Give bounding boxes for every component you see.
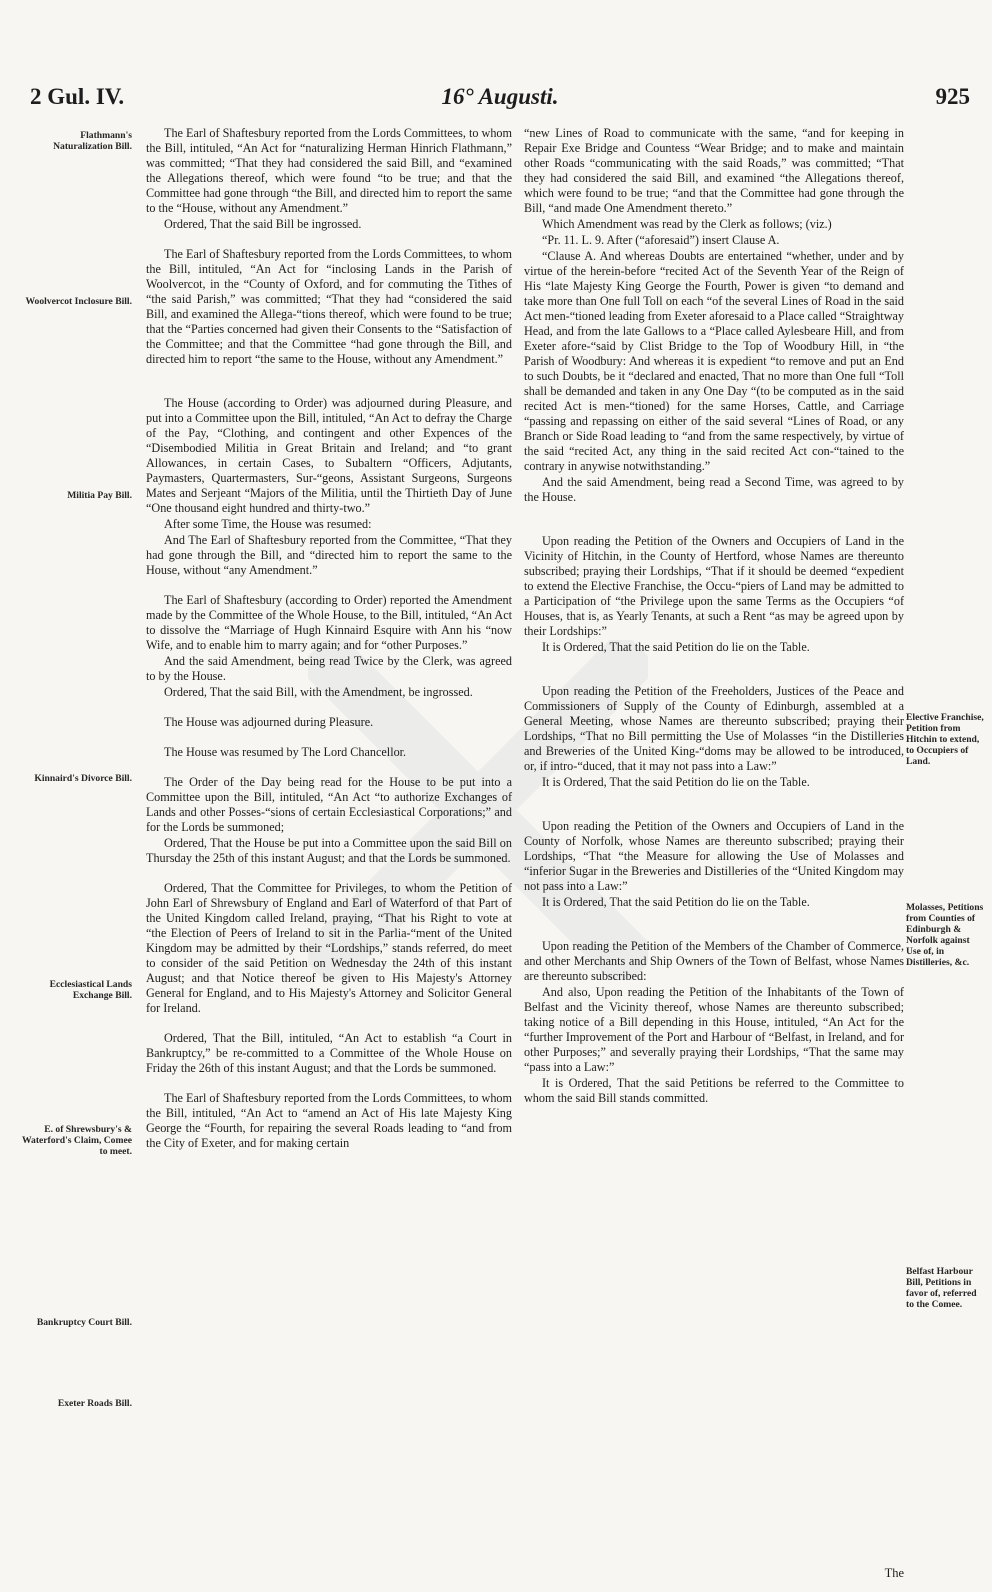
paragraph: The Earl of Shaftesbury (according to Order) reported the Amendment made by the Committee of the Whole House, to the Bill, intituled, “An Act to dissolve the “Marriage of Hugh Kinnaird Esquire with Ann his “now Wife, and to enable him to marry again; and for “other Purposes.” xyxy=(146,593,512,652)
paragraph: Upon reading the Petition of the Freeholders, Justices of the Peace and Commissioners of Supply of the County of Edinburgh, assembled at a General Meeting, whose Names are thereunto subscribed; praying their Lordships, “That no Bill permitting the Use of Molasses “in the Distilleries and Breweries of the United King-“doms may be allowed to be introduced, or, if intro-“duced, that it may not pass into a Law:” xyxy=(524,684,904,773)
margin-note: Kinnaird's Divorce Bill. xyxy=(34,773,132,784)
paragraph: It is Ordered, That the said Petition do lie on the Table. xyxy=(542,775,810,789)
paragraph: After some Time, the House was resumed: xyxy=(164,517,372,531)
paragraph: Ordered, That the said Bill be ingrossed. xyxy=(164,217,362,231)
left-column xyxy=(146,126,512,1152)
margin-note: Bankruptcy Court Bill. xyxy=(36,1317,132,1328)
regnal-year: 2 Gul. IV. xyxy=(30,84,125,109)
margin-note: E. of Shrewsbury's & Waterford's Claim, Comee to meet. xyxy=(21,1124,132,1157)
date-heading: 16° Augusti. xyxy=(441,84,559,109)
paragraph: “Clause A. And whereas Doubts are entertained “whether, under and by virtue of the herein-before “recited Act of the Seventh Year of the Reign of His “late Majesty King George the Fourth, Power is given “to demand and take more than One full Toll on each “of the several Lines of Road in the said Act men-“tioned leading from Exeter aforesaid to a Place called “Straightway Head, and from the late Gallows to a “Place called Aylesbeare Hill, and from Exeter afore-“said by Clist Bridge to the Top of Woodbury Hill, in “the Parish of Woodbury: And whereas it is expedient “to remove and put an End to such Doubts, be it “declared and enacted, That no more than One full “Toll shall be demanded and taken in any One Day “(to be computed as in the said recited Act is men-“tioned) for the same Horses, Cattle, and Carriage “passing and repassing on either of the said several “Lines of Road, or any Branch or Side Road leading to “and from the same respectively, by virtue of the said “recited Act, any thing in the said recited Act con-“tained to the contrary in anywise notwithstanding.” xyxy=(524,249,904,473)
paragraph: The Earl of Shaftesbury reported from the Lords Committees, to whom the Bill, intituled, “An Act for “naturalizing Herman Hinrich Flathmann,” was committed; “That they had considered the said Bill, and “examined the Allegations thereof, which were found “to be true; and that the Committee had gone through “the Bill, and directed him to report the same to the “House, without any Amendment.” xyxy=(146,126,512,215)
paragraph: Ordered, That the Committee for Privileges, to whom the Petition of John Earl of Shrewsbury of England and Earl of Waterford of that Part of the United Kingdom called Ireland, praying, “That his Right to vote at “the Election of Peers of Ireland to sit in the Parlia-“ment of the United Kingdom may be admitted by their “Lordships,” stands referred, do meet to consider of the said Petition on Wednesday the 24th of this instant August; and that Notice thereof be given to His Majesty's Attorney General for England, and to His Majesty's Attorney and Solicitor General for Ireland. xyxy=(146,881,512,1015)
paragraph: And the said Amendment, being read a Second Time, was agreed to by the House. xyxy=(524,475,904,504)
margin-note: Militia Pay Bill. xyxy=(67,490,132,501)
paragraph: Ordered, That the House be put into a Committee upon the said Bill on Thursday the 25th of this instant August; and that the Lords be summoned. xyxy=(146,836,512,865)
margin-note: Woolvercot Inclosure Bill. xyxy=(25,296,132,307)
paragraph: The Earl of Shaftesbury reported from the Lords Committees, to whom the Bill, intituled, “An Act for “inclosing Lands in the Parish of Woolvercot, in the “County of Oxford, and for commuting the Tithes of “the said Parish,” was committed; “That they had “considered the said Bill, and examined the Allega-“tions thereof, which were found to be true; that the “Parties concerned had given their Consents to the “Satisfaction of the Committee; and that the Committee “had gone through the Bill, and directed him to report “the same to the House, without any Amendment.” xyxy=(146,247,512,366)
paragraph: And the said Amendment, being read Twice by the Clerk, was agreed to by the House. xyxy=(146,654,512,683)
paragraph: The House (according to Order) was adjourned during Pleasure, and put into a Committee upon the Bill, intituled, “An Act to defray the Charge of the Pay, “Clothing, and contingent and other Expences of the “Disembodied Militia in Great Britain and Ireland; and “to grant Allowances, in certain Cases, to Subaltern “Officers, Adjutants, Paymasters, Quartermasters, Sur-“geons, Assistant Surgeons, Surgeons Mates and Serjeant “Majors of the Militia, until the Thirtieth Day of June “One thousand eight hundred and thirty-two.” xyxy=(146,396,512,515)
margin-note: Flathmann's Naturalization Bill. xyxy=(53,130,132,152)
paragraph: The Order of the Day being read for the House to be put into a Committee upon the Bill, intituled, “An Act “to authorize Exchanges of Lands and other Posses-“sions of certain Ecclesiastical Corporations;” and for the Lords be summoned; xyxy=(146,775,512,834)
paragraph: “new Lines of Road to communicate with the same, “and for keeping in Repair Exe Bridge and Countess “Wear Bridge; and to make and maintain other Roads “communicating with the said Roads,” was committed; “That they had considered the said Bill, and examined “the Allegations thereof, which were found to be true; “and that the Committee had gone through the Bill, “and made One Amendment thereto.” xyxy=(524,126,904,215)
paragraph: It is Ordered, That the said Petition do lie on the Table. xyxy=(542,640,810,654)
paragraph: “Pr. 11. L. 9. After (“aforesaid”) insert Clause A. xyxy=(542,233,780,247)
paragraph: It is Ordered, That the said Petition do lie on the Table. xyxy=(542,895,810,909)
margin-note: Elective Franchise, Petition from Hitchin to extend, to Occupiers of Land. xyxy=(906,712,984,767)
right-column xyxy=(524,126,904,1107)
paragraph: And The Earl of Shaftesbury reported from the Committee, “That they had gone through the Bill, and “directed him to report the same to the House, without “any Amendment.” xyxy=(146,533,512,577)
paragraph: Upon reading the Petition of the Owners and Occupiers of Land in the County of Norfolk, whose Names are thereunto subscribed; praying their Lordships, “That “the Measure for allowing the Use of Molasses and “inferior Sugar in the Breweries and Distilleries of the “United Kingdom may not pass into a Law:” xyxy=(524,819,904,893)
margin-note: Exeter Roads Bill. xyxy=(57,1398,132,1409)
page-number: 925 xyxy=(935,84,970,109)
paragraph: Upon reading the Petition of the Members of the Chamber of Commerce, and other Merchants and Ship Owners of the Town of Belfast, whose Names are thereunto subscribed: xyxy=(524,939,904,983)
paragraph: It is Ordered, That the said Petitions be referred to the Committee to whom the said Bill stands committed. xyxy=(524,1076,904,1105)
paragraph: The House was adjourned during Pleasure. xyxy=(164,715,374,729)
paragraph: Ordered, That the Bill, intituled, “An Act to establish “a Court in Bankruptcy,” be re-committed to a Committee of the Whole House on Friday the 26th of this instant August; and that the Lords be summoned. xyxy=(146,1031,512,1075)
paragraph: The Earl of Shaftesbury reported from the Lords Committees, to whom the Bill, intituled, “An Act to “amend an Act of His late Majesty King George the “Fourth, for repairing the several Roads leading to “and from the City of Exeter, and for making certain xyxy=(146,1091,512,1150)
paragraph: Upon reading the Petition of the Owners and Occupiers of Land in the Vicinity of Hitchin, in the County of Hertford, whose Names are thereunto subscribed; praying their Lordships, “That if it should be deemed “expedient to extend the Elective Franchise, the Occu-“piers of Land may be admitted to a Participation of “the Privilege upon the same Terms as the Occupiers “of Houses, that is, as Yearly Tenants, at such a Rent “as may be agreed upon by their Lordships:” xyxy=(524,534,904,638)
paragraph: Which Amendment was read by the Clerk as follows; (viz.) xyxy=(542,217,832,231)
catchword: The xyxy=(884,1566,904,1580)
margin-note: Belfast Harbour Bill, Petitions in favor of, referred to the Comee. xyxy=(906,1266,977,1310)
page-header xyxy=(30,84,970,118)
margin-note: Ecclesiastical Lands Exchange Bill. xyxy=(49,979,132,1001)
margin-note: Molasses, Petitions from Counties of Edinburgh & Norfolk against Use of, in Distilleries, &c. xyxy=(906,902,984,968)
paragraph: The House was resumed by The Lord Chancellor. xyxy=(164,745,407,759)
paragraph: And also, Upon reading the Petition of the Inhabitants of the Town of Belfast and the Vicinity thereof, whose Names are thereunto subscribed; taking notice of a Bill depending in this House, intituled, “An Act for the “further Improvement of the Port and Harbour of “Belfast, in Ireland, and for other Purposes;” and severally praying their Lordships, “That the same may “pass into a Law:” xyxy=(524,985,904,1074)
paragraph: Ordered, That the said Bill, with the Amendment, be ingrossed. xyxy=(164,685,473,699)
